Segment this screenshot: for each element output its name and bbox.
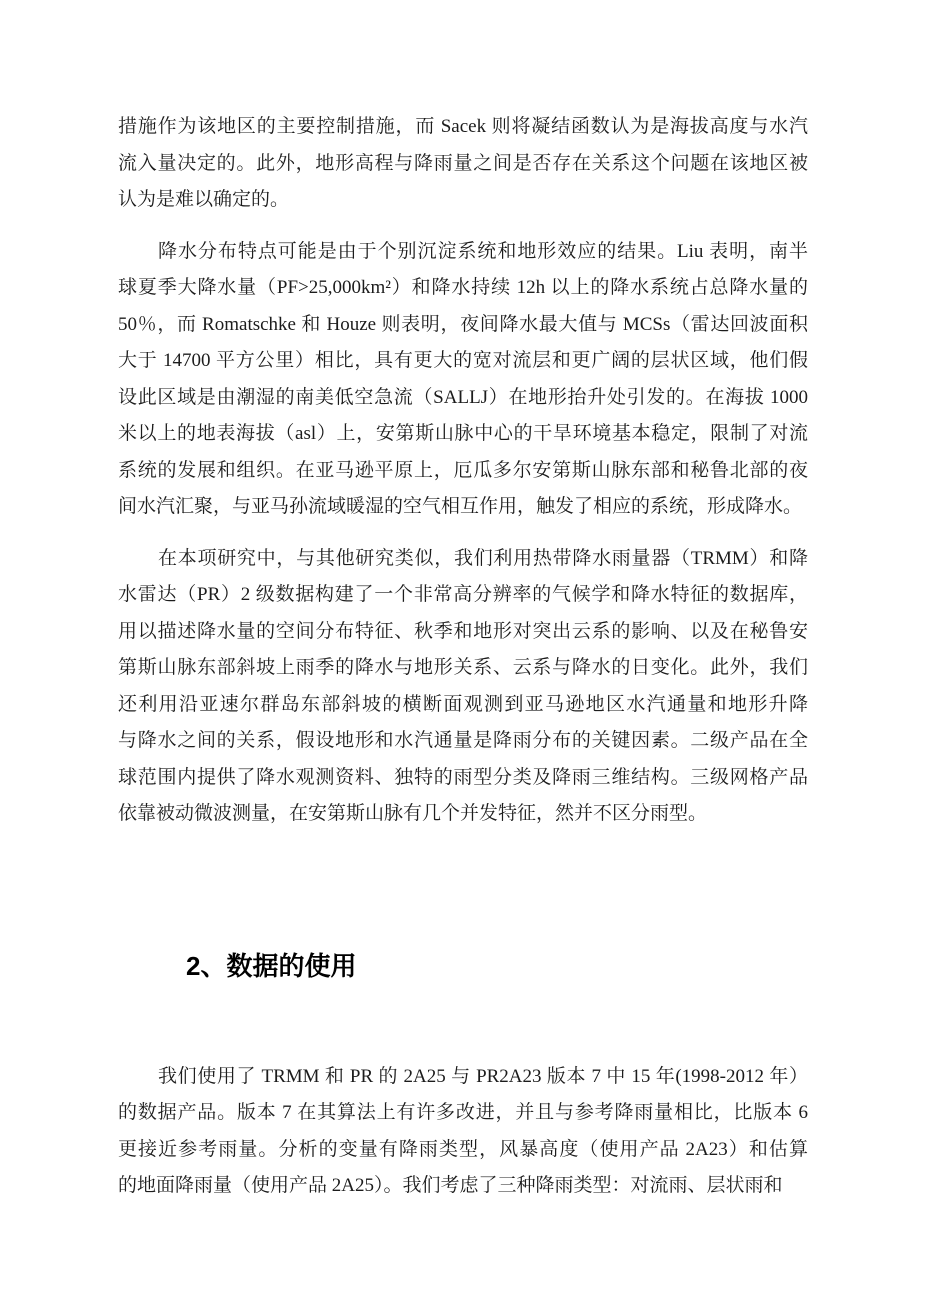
- text-line: 与降水之间的关系，假设地形和水汽通量是降雨分布的关键因素。二级产品在全: [118, 730, 808, 751]
- text-line: 降水分布特点可能是由于个别沉淀系统和地形效应的结果。Liu 表明，南半: [158, 240, 808, 262]
- text-line: 认为是难以确定的。: [118, 189, 290, 210]
- text-line: 还利用沿亚速尔群岛东部斜坡的横断面观测到亚马逊地区水汽通量和地形升降: [118, 693, 808, 715]
- text-line: 间水汽汇聚，与亚马孙流域暖湿的空气相互作用，触发了相应的系统，形成降水。: [118, 496, 803, 517]
- text-line: 措施作为该地区的主要控制措施，而 Sacek 则将凝结函数认为是海拔高度与水汽: [118, 116, 808, 137]
- text-line: 依靠被动微波测量，在安第斯山脉有几个并发特征，然并不区分雨型。: [118, 803, 708, 824]
- paragraph: [118, 109, 808, 219]
- text-line: 在本项研究中，与其他研究类似，我们利用热带降水雨量器（TRMM）和降: [158, 547, 808, 569]
- paragraph: [118, 1059, 808, 1205]
- text-line: 的数据产品。版本 7 在其算法上有许多改进，并且与参考降雨量相比，比版本 6: [118, 1102, 808, 1123]
- text-line: 大于 14700 平方公里）相比，具有更大的宽对流层和更广阔的层状区域，他们假: [118, 350, 808, 371]
- text-line: 球夏季大降水量（PF>25,000km²）和降水持续 12h 以上的降水系统占总降水量的: [118, 277, 808, 298]
- text-line: 流入量决定的。此外，地形高程与降雨量之间是否存在关系这个问题在该地区被: [118, 152, 808, 174]
- paragraph: [118, 234, 808, 526]
- text-line: 设此区域是由潮湿的南美低空急流（SALLJ）在地形抬升处引发的。在海拔 1000: [118, 386, 808, 408]
- text-line: 米以上的地表海拔（asl）上，安第斯山脉中心的干旱环境基本稳定，限制了对流: [118, 423, 808, 444]
- text-line: 50％，而 Romatschke 和 Houze 则表明，夜间降水最大值与 MCSs（雷达回波面积: [118, 313, 808, 335]
- document-content: [118, 0, 808, 1220]
- section-heading: 2、数据的使用: [186, 950, 357, 981]
- text-line: 球范围内提供了降水观测资料、独特的雨型分类及降雨三维结构。三级网格产品: [118, 766, 808, 788]
- text-line: 系统的发展和组织。在亚马逊平原上，厄瓜多尔安第斯山脉东部和秘鲁北部的夜: [118, 459, 808, 481]
- text-line: 第斯山脉东部斜坡上雨季的降水与地形关系、云系与降水的日变化。此外，我们: [118, 657, 808, 678]
- text-line: 更接近参考雨量。分析的变量有降雨类型，风暴高度（使用产品 2A23）和估算: [118, 1138, 808, 1160]
- text-line: 的地面降雨量（使用产品 2A25）。我们考虑了三种降雨类型：对流雨、层状雨和: [118, 1175, 783, 1196]
- text-line: 水雷达（PR）2 级数据构建了一个非常高分辨率的气候学和降水特征的数据库，: [118, 584, 808, 605]
- text-line: 用以描述降水量的空间分布特征、秋季和地形对突出云系的影响、以及在秘鲁安: [118, 620, 808, 642]
- text-line: 我们使用了 TRMM 和 PR 的 2A25 与 PR2A23 版本 7 中 15 年(1998-2012 年）: [158, 1065, 808, 1087]
- paragraph: [118, 541, 808, 833]
